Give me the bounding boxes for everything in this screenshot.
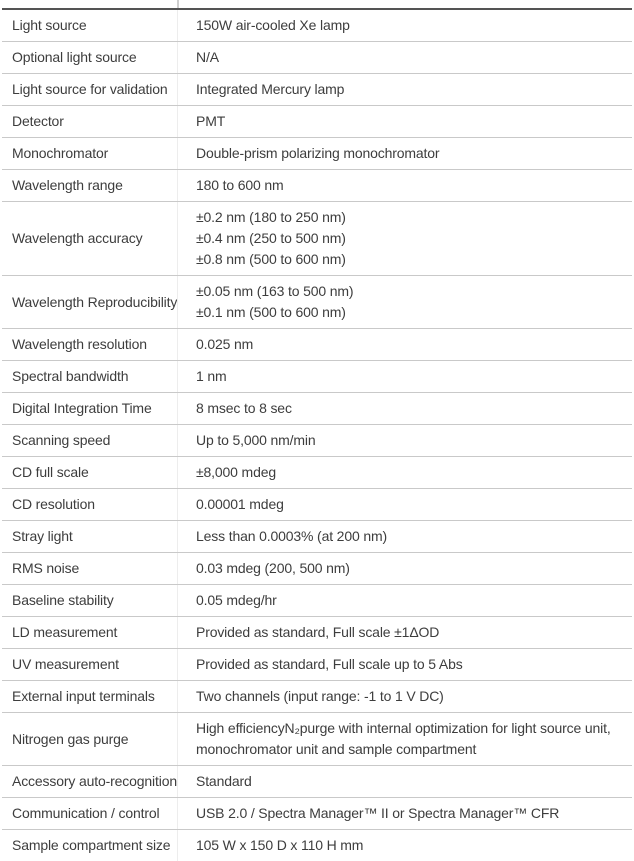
spec-label: Scanning speed [12,432,111,448]
spec-label: Detector [12,113,64,129]
spec-value [177,713,632,765]
spec-value [177,74,632,105]
spec-value [177,798,632,829]
spec-value-line: ±0.05 nm (163 to 500 nm) [196,283,354,299]
spec-row [2,424,632,456]
spec-value [177,393,632,424]
spec-value [177,329,632,360]
spec-row [2,41,632,73]
spec-value [177,766,632,797]
spec-value [177,138,632,169]
spec-label: Optional light source [12,49,137,65]
spec-value-line: ±0.8 nm (500 to 600 nm) [196,251,346,267]
spec-label: Stray light [12,528,73,544]
spec-row [2,797,632,829]
spec-row [2,137,632,169]
spec-row [2,275,632,328]
spec-label: Communication / control [12,805,160,821]
spec-value-line: monochromator unit and sample compartment [196,741,477,757]
spec-row [2,584,632,616]
spec-value [177,521,632,552]
spec-label: Wavelength Reproducibility [12,293,178,310]
spec-value-line: 105 W x 150 D x 110 H mm [196,837,364,853]
spec-row [2,712,632,765]
spec-row [2,456,632,488]
spec-value-line: 150W air-cooled Xe lamp [196,17,350,33]
spec-label: Wavelength range [12,177,123,193]
spec-row [2,616,632,648]
spec-value-line: Less than 0.0003% (at 200 nm) [196,528,387,544]
spec-row [2,73,632,105]
spec-label: Accessory auto-recognition [12,773,177,789]
spec-value-line: Provided as standard, Full scale ±1ΔOD [196,624,440,640]
spec-value [177,585,632,616]
spec-value-line: 180 to 600 nm [196,177,284,193]
spec-value [177,617,632,648]
spec-value [177,42,632,73]
spec-label: Baseline stability [12,592,114,608]
specifications-table [2,8,632,861]
spec-row [2,328,632,360]
spec-label: LD measurement [12,624,118,640]
spec-value [177,553,632,584]
spec-label: Digital Integration Time [12,400,152,416]
spec-row [2,360,632,392]
spec-label: UV measurement [12,656,119,672]
spec-label: CD resolution [12,496,95,512]
spec-value [177,681,632,712]
spec-value [177,425,632,456]
column-divider-tick [177,0,179,8]
spec-value-line: 1 nm [196,368,227,384]
spec-value-line: ±0.2 nm (180 to 250 nm) [196,209,346,225]
spec-row [2,105,632,137]
spec-value-line: 8 msec to 8 sec [196,400,292,416]
spec-row [2,680,632,712]
spec-value-line: 0.03 mdeg (200, 500 nm) [196,560,350,576]
spec-row [2,169,632,201]
spec-value [177,106,632,137]
spec-value-line: ±0.4 nm (250 to 500 nm) [196,230,346,246]
spec-value-line: N/A [196,49,219,65]
spec-value-line: 0.05 mdeg/hr [196,592,277,608]
spec-row [2,648,632,680]
spec-value-line: Provided as standard, Full scale up to 5 Abs [196,656,463,672]
spec-label: Monochromator [12,145,109,161]
spec-label: Spectral bandwidth [12,368,129,384]
spec-value-line: ±8,000 mdeg [196,464,276,480]
spec-value [177,489,632,520]
spec-value [177,361,632,392]
spec-value [177,276,632,328]
spec-row [2,201,632,275]
spec-value-line: Double-prism polarizing monochromator [196,145,440,161]
spec-value-line: 0.025 nm [196,336,254,352]
spec-value [177,830,632,861]
spec-value [177,202,632,275]
spec-row [2,552,632,584]
spec-label: Light source [12,17,87,33]
spec-value-line: High efficiencyN₂purge with internal optimization for light source unit, [196,720,611,736]
spec-row [2,392,632,424]
spec-value [177,170,632,201]
spec-value-line: USB 2.0 / Spectra Manager™ II or Spectra Manager™ CFR [196,805,560,821]
spec-row [2,520,632,552]
spec-label: External input terminals [12,688,155,704]
spec-row [2,765,632,797]
spec-value [177,649,632,680]
spec-label: Sample compartment size [12,837,171,853]
spec-row [2,10,632,41]
spec-value [177,10,632,41]
spec-row [2,488,632,520]
spec-label: Nitrogen gas purge [12,730,129,747]
spec-value-line: ±0.1 nm (500 to 600 nm) [196,304,346,320]
spec-value-line: Standard [196,773,252,789]
spec-value [177,457,632,488]
spec-row [2,829,632,861]
spec-label: Wavelength resolution [12,336,147,352]
spec-label: Light source for validation [12,81,168,97]
spec-label: RMS noise [12,560,80,576]
spec-label: Wavelength accuracy [12,230,143,246]
spec-value-line: 0.00001 mdeg [196,496,284,512]
spec-value-line: Integrated Mercury lamp [196,81,345,97]
spec-value-line: Up to 5,000 nm/min [196,432,316,448]
spec-label: CD full scale [12,464,89,480]
spec-value-line: Two channels (input range: -1 to 1 V DC) [196,688,444,704]
spec-value-line: PMT [196,113,226,129]
